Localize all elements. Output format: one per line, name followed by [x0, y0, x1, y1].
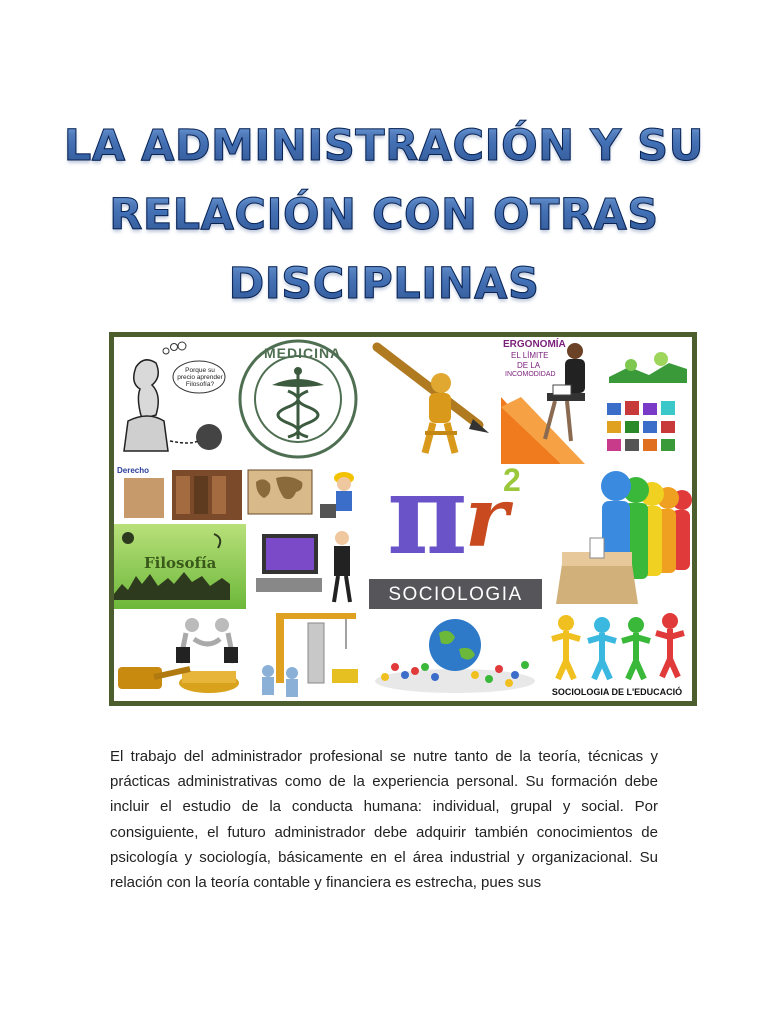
ergonomia-label-2: EL LÍMITE — [511, 351, 549, 360]
derecho-tile — [114, 464, 246, 524]
title-line-1: LA ADMINISTRACIÓN Y SU — [0, 112, 768, 181]
pencil-figure-tile — [369, 337, 501, 464]
ballot-tile — [542, 464, 692, 609]
gavel-tile — [114, 609, 246, 701]
pi-symbol: π — [387, 464, 468, 579]
worker-tile — [314, 464, 369, 524]
construction-tile — [246, 609, 369, 701]
voting-people-icon — [542, 464, 692, 609]
document-title — [0, 112, 768, 319]
ergonomia-label-1: ERGONOMÍA — [503, 339, 566, 350]
world-map-icon — [246, 464, 314, 524]
golden-figure-pencil-icon — [369, 337, 501, 464]
thinker-tile — [114, 337, 232, 464]
finance-charts-icon — [601, 337, 692, 464]
medicina-label: MEDICINA — [264, 345, 342, 361]
exponent-label: 2 — [503, 464, 521, 498]
r-symbol: r — [465, 470, 509, 566]
filosofia-label: Filosofía — [144, 554, 217, 572]
sociologia-educacio-label: SOCIOLOGIA DE L'EDUCACIÓ — [551, 687, 683, 697]
sociologia-banner — [369, 579, 542, 609]
ergonomia-tile — [501, 337, 601, 464]
pi-r-squared-tile — [369, 464, 542, 579]
globe-people-icon — [369, 609, 542, 701]
finance-icons-tile — [601, 337, 692, 464]
sociologia-label: SOCIOLOGIA — [388, 584, 523, 605]
derecho-label: Derecho — [117, 466, 150, 475]
computer-businessman-icon — [246, 524, 369, 609]
body-paragraph — [110, 744, 658, 895]
medicina-tile — [232, 337, 369, 464]
thinker-statue-icon — [114, 337, 232, 464]
construction-crane-icon — [246, 609, 369, 701]
title-line-3: DISCIPLINAS — [0, 250, 768, 319]
world-map-tile — [246, 464, 314, 524]
thinker-bubble-text: Porque su precio aprender Filosofía? — [177, 367, 223, 388]
filosofia-tile — [114, 524, 246, 609]
paragraph-text: El trabajo del administrador profesional se nutre tanto de la teoría, técnicas y prácticas administrativas como de la experiencia personal. Su formación debe incluir el estudio de la conducta humana: individual, grupal y social. Por consiguiente, el futuro administrador debe adquirir también conocimientos de psicología y sociología, básicamente en el área industrial y organizacional. Su relación con la teoría contable y financiera es estrecha, pues sus — [110, 748, 658, 892]
sociologia-educacio-tile — [542, 609, 692, 701]
computer-tile — [246, 524, 369, 609]
ergonomia-label-4: INCOMODIDAD — [505, 371, 556, 378]
construction-worker-icon — [314, 464, 369, 524]
globe-tile — [369, 609, 542, 701]
gavel-handshake-icon — [114, 609, 246, 701]
ergonomia-label-3: DE LA — [517, 361, 541, 370]
disciplines-collage — [109, 332, 697, 706]
title-line-2: RELACIÓN CON OTRAS — [0, 181, 768, 250]
